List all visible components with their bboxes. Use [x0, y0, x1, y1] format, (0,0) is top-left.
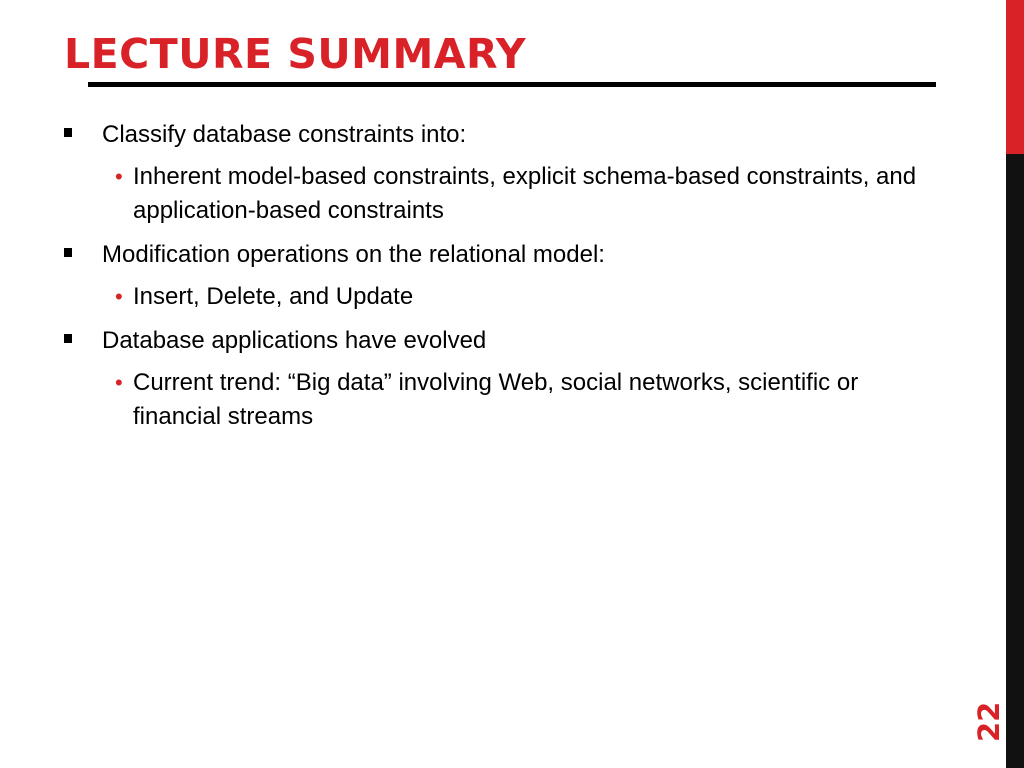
page-number: 22 [972, 701, 1006, 742]
sub-bullet-text: Inherent model-based constraints, explicit schema-based constraints, and application-based constraints [133, 163, 917, 224]
dot-bullet-icon: • [115, 370, 123, 395]
sub-bullet-text: Insert, Delete, and Update [133, 283, 414, 310]
dark-side-bar [1006, 154, 1024, 768]
sub-bullet-item-3-1 [115, 366, 950, 434]
sub-bullet-item-1-1 [115, 160, 950, 228]
square-bullet-icon [64, 128, 72, 137]
bullet-item-3 [60, 324, 950, 358]
title-underline [88, 82, 936, 87]
sub-bullet-text: Current trend: “Big data” involving Web, social networks, scientific or financial streams [133, 369, 859, 430]
dot-bullet-icon: • [115, 284, 123, 309]
bullet-text: Classify database constraints into: [102, 121, 467, 148]
dot-bullet-icon: • [115, 164, 123, 189]
bullet-item-2 [60, 238, 950, 272]
bullet-item-1 [60, 118, 950, 152]
bullet-list [60, 118, 950, 444]
slide-title: LECTURE SUMMARY [64, 30, 527, 78]
square-bullet-icon [64, 248, 72, 257]
bullet-text: Database applications have evolved [102, 327, 487, 354]
sub-bullet-item-2-1 [115, 280, 950, 314]
bullet-text: Modification operations on the relational model: [102, 241, 605, 268]
accent-side-bar [1006, 0, 1024, 154]
square-bullet-icon [64, 334, 72, 343]
